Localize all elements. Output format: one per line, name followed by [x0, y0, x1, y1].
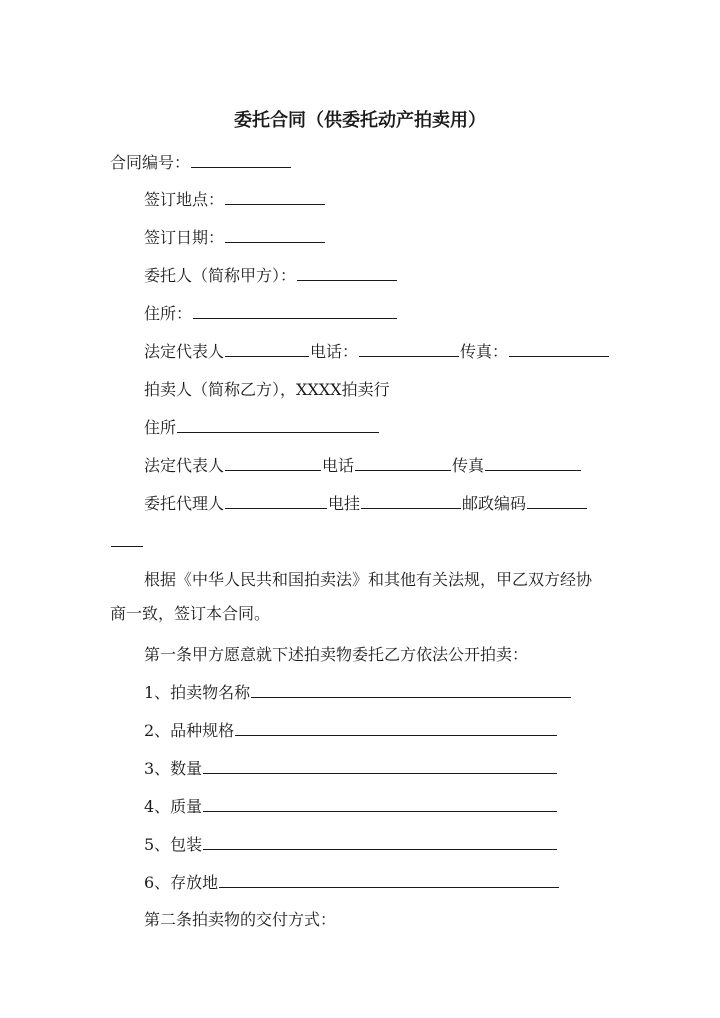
principal-fax-field[interactable]: [509, 339, 609, 357]
telegraph-field[interactable]: [361, 491, 461, 509]
agent-field[interactable]: [225, 491, 327, 509]
contract-number-field[interactable]: [191, 150, 291, 168]
principal-rep-field[interactable]: [225, 339, 309, 357]
item-3-line: [144, 756, 558, 782]
article-1-heading: [144, 642, 528, 668]
preamble-text-1: 根据《中华人民共和国拍卖法》和其他有关法规，甲乙双方经协: [144, 570, 593, 589]
auctioneer-fax-field[interactable]: [485, 453, 581, 471]
article-2-text: 第二条拍卖物的交付方式：: [144, 910, 337, 929]
auctioneer-rep-label: 法定代表人: [144, 456, 225, 475]
sign-place-line: [144, 187, 326, 213]
item-6-label: 6、存放地: [144, 873, 219, 892]
auctioneer-address-line: [144, 415, 380, 441]
principal-rep-label: 法定代表人: [144, 342, 225, 361]
item-2-line: [144, 718, 558, 744]
auctioneer-rep-field[interactable]: [225, 453, 321, 471]
sign-date-label: 签订日期：: [144, 228, 225, 247]
principal-line: [144, 263, 398, 289]
item-1-field[interactable]: [251, 680, 571, 698]
principal-address-field[interactable]: [193, 301, 397, 319]
article-2-heading: [144, 907, 336, 933]
principal-rep-line: [144, 339, 610, 365]
principal-field[interactable]: [297, 263, 397, 281]
preamble-line-2: [110, 601, 270, 627]
sign-place-label: 签订地点：: [144, 190, 225, 209]
principal-address-label: 住所：: [144, 304, 193, 323]
item-5-field[interactable]: [203, 832, 557, 850]
item-4-line: [144, 794, 558, 820]
contract-number-label: 合同编号：: [110, 153, 191, 172]
auctioneer-phone-label: 电话: [322, 456, 355, 475]
preamble-line-1: [144, 567, 592, 593]
principal-address-line: [144, 301, 398, 327]
principal-phone-label: 电话：: [310, 342, 359, 361]
auctioneer-rep-line: [144, 453, 582, 479]
auctioneer-line: [144, 377, 390, 403]
sign-place-field[interactable]: [225, 187, 325, 205]
agent-label: 委托代理人: [144, 494, 225, 513]
postcode-field[interactable]: [527, 491, 587, 509]
item-6-line: [144, 870, 560, 896]
item-6-field[interactable]: [219, 870, 559, 888]
auctioneer-label: 拍卖人（简称乙方），XXXX拍卖行: [144, 380, 390, 399]
item-3-field[interactable]: [203, 756, 557, 774]
item-1-label: 1、拍卖物名称: [144, 683, 251, 702]
preamble-text-2: 商一致，签订本合同。: [110, 604, 271, 623]
auctioneer-address-label: 住所: [144, 418, 177, 437]
principal-label: 委托人（简称甲方）：: [144, 266, 297, 285]
item-2-label: 2、品种规格: [144, 721, 235, 740]
item-5-label: 5、包装: [144, 835, 203, 854]
postcode-continuation-line: [110, 529, 144, 555]
sign-date-line: [144, 225, 326, 251]
postcode-field-continuation[interactable]: [111, 529, 143, 547]
contract-number-line: [110, 150, 292, 176]
principal-phone-field[interactable]: [359, 339, 459, 357]
postcode-label: 邮政编码: [462, 494, 527, 513]
item-1-line: [144, 680, 572, 706]
auctioneer-phone-field[interactable]: [355, 453, 451, 471]
item-2-field[interactable]: [235, 718, 557, 736]
agent-line: [144, 491, 588, 517]
document-title: 委托合同（供委托动产拍卖用）: [234, 110, 486, 131]
telegraph-label: 电挂: [328, 494, 361, 513]
auctioneer-fax-label: 传真: [452, 456, 485, 475]
item-4-label: 4、质量: [144, 797, 203, 816]
sign-date-field[interactable]: [225, 225, 325, 243]
auctioneer-address-field[interactable]: [177, 415, 379, 433]
article-1-text: 第一条甲方愿意就下述拍卖物委托乙方依法公开拍卖：: [144, 645, 529, 664]
item-5-line: [144, 832, 558, 858]
item-4-field[interactable]: [203, 794, 557, 812]
item-3-label: 3、数量: [144, 759, 203, 778]
principal-fax-label: 传真：: [460, 342, 509, 361]
